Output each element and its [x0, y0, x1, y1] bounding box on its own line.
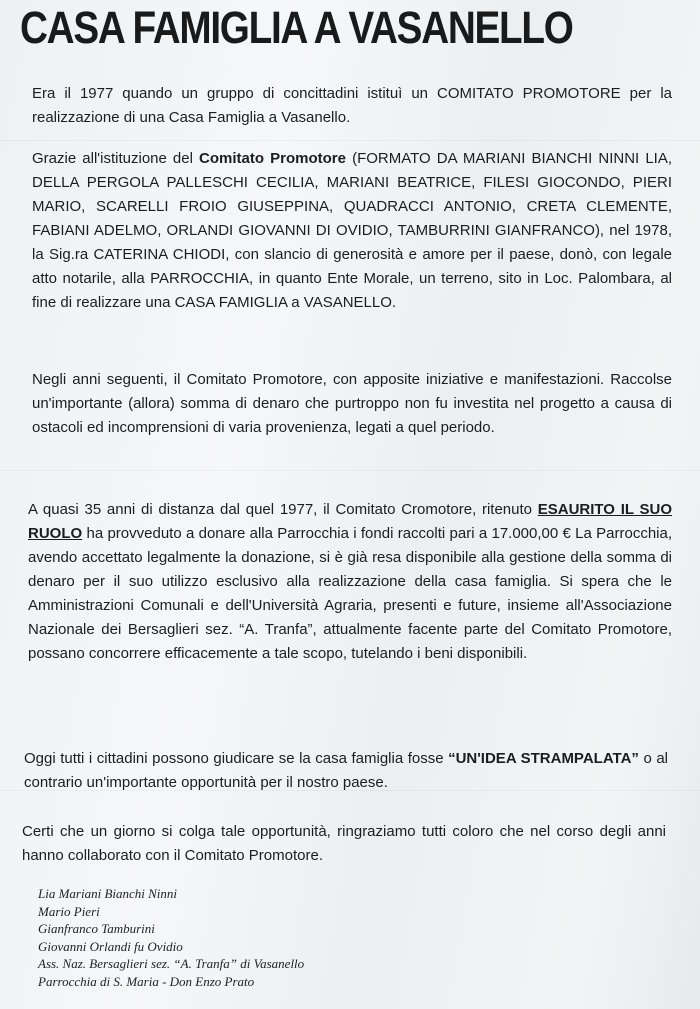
- signature-line: Mario Pieri: [38, 903, 100, 919]
- following-years-text: Negli anni seguenti, il Comitato Promotore, con apposite iniziative e manifestazioni. Raccolse un'importante (allora) somma di denaro che purtroppo non fu investita nel progetto a causa di ostacoli ed incomprensioni di varia provenienza, legati a quel periodo.: [32, 371, 672, 436]
- committee-rest: (FORMATO DA MARIANI BIANCHI NINNI LIA, DELLA PERGOLA PALLESCHI CECILIA, MARIANI BEATRICE, FILESI GIOCONDO, PIERI MARIO, SCARELLI FROIO GIUSEPPINA, QUADRACCI ANTONIO, CRETA CLEMENTE, FABIANI ADELMO, ORLANDI GIOVANNI DI OVIDIO, TAMBURRINI GIANFRANCO), nel 1978, la Sig.ra CATERINA CHIODI, con slancio di generosità e amore per il paese, donò, con legale atto notarile, alla PARROCCHIA, in quanto Ente Morale, un terreno, sito in Loc. Palombara, al fine di realizzare una CASA FAMIGLIA a VASANELLO.: [32, 150, 672, 311]
- paragraph-donation: [28, 498, 672, 666]
- poster-title: CASA FAMIGLIA A VASANELLO: [20, 2, 573, 53]
- judgement-bold: “UN'IDEA STRAMPALATA”: [448, 750, 639, 767]
- paragraph-judgement: [24, 747, 668, 795]
- signature-line: Lia Mariani Bianchi Ninni: [38, 886, 178, 901]
- donation-rest: ha provveduto a donare alla Parrocchia i fondi raccolti pari a 17.000,00 € La Parrocchia, avendo accettato legalmente la donazione, si è già resa disponibile alla gestione della somma di denaro per il suo utilizzo esclusivo alla realizzazione della casa famiglia. Si spera che le Amministrazioni Comunali e dell'Università Agraria, presenti e future, insieme all'Associazione Nazionale dei Bersaglieri sez. “A. Tranfa”, attualmente facente parte del Comitato Promotore, possano concorrere efficacemente a tale scopo, tutelando i beni disponibili.: [28, 525, 672, 662]
- paragraph-following-years: [32, 368, 672, 440]
- signature-list: [38, 885, 304, 990]
- paragraph-intro: [32, 82, 672, 130]
- paragraph-thanks: [22, 820, 666, 868]
- judgement-rest: o al contrario un'importante opportunità per il nostro paese.: [24, 750, 668, 791]
- judgement-lead: Oggi tutti i cittadini possono giudicare se la casa famiglia fosse: [24, 750, 449, 767]
- signature-line: Ass. Naz. Bersaglieri sez. “A. Tranfa” di Vasanello: [38, 956, 305, 971]
- paragraph-intro-text: Era il 1977 quando un gruppo di concittadini istituì un COMITATO PROMOTORE per la realizzazione di una Casa Famiglia a Vasanello.: [32, 85, 672, 126]
- committee-lead: Grazie all'istituzione del: [32, 150, 200, 167]
- signature-line: Giovanni Orlandi fu Ovidio: [38, 938, 183, 954]
- committee-bold: Comitato Promotore: [199, 150, 346, 167]
- signature-line: Parrocchia di S. Maria - Don Enzo Prato: [38, 973, 255, 989]
- paragraph-committee: [32, 147, 672, 315]
- signature-line: Gianfranco Tamburini: [38, 921, 155, 936]
- donation-lead: A quasi 35 anni di distanza dal quel 1977, il Comitato Cromotore, ritenuto: [28, 501, 538, 518]
- thanks-text: Certi che un giorno si colga tale opportunità, ringraziamo tutti coloro che nel corso degli anni hanno collaborato con il Comitato Promotore.: [22, 823, 666, 864]
- donation-emphasis: ESAURITO IL SUO RUOLO: [28, 501, 672, 542]
